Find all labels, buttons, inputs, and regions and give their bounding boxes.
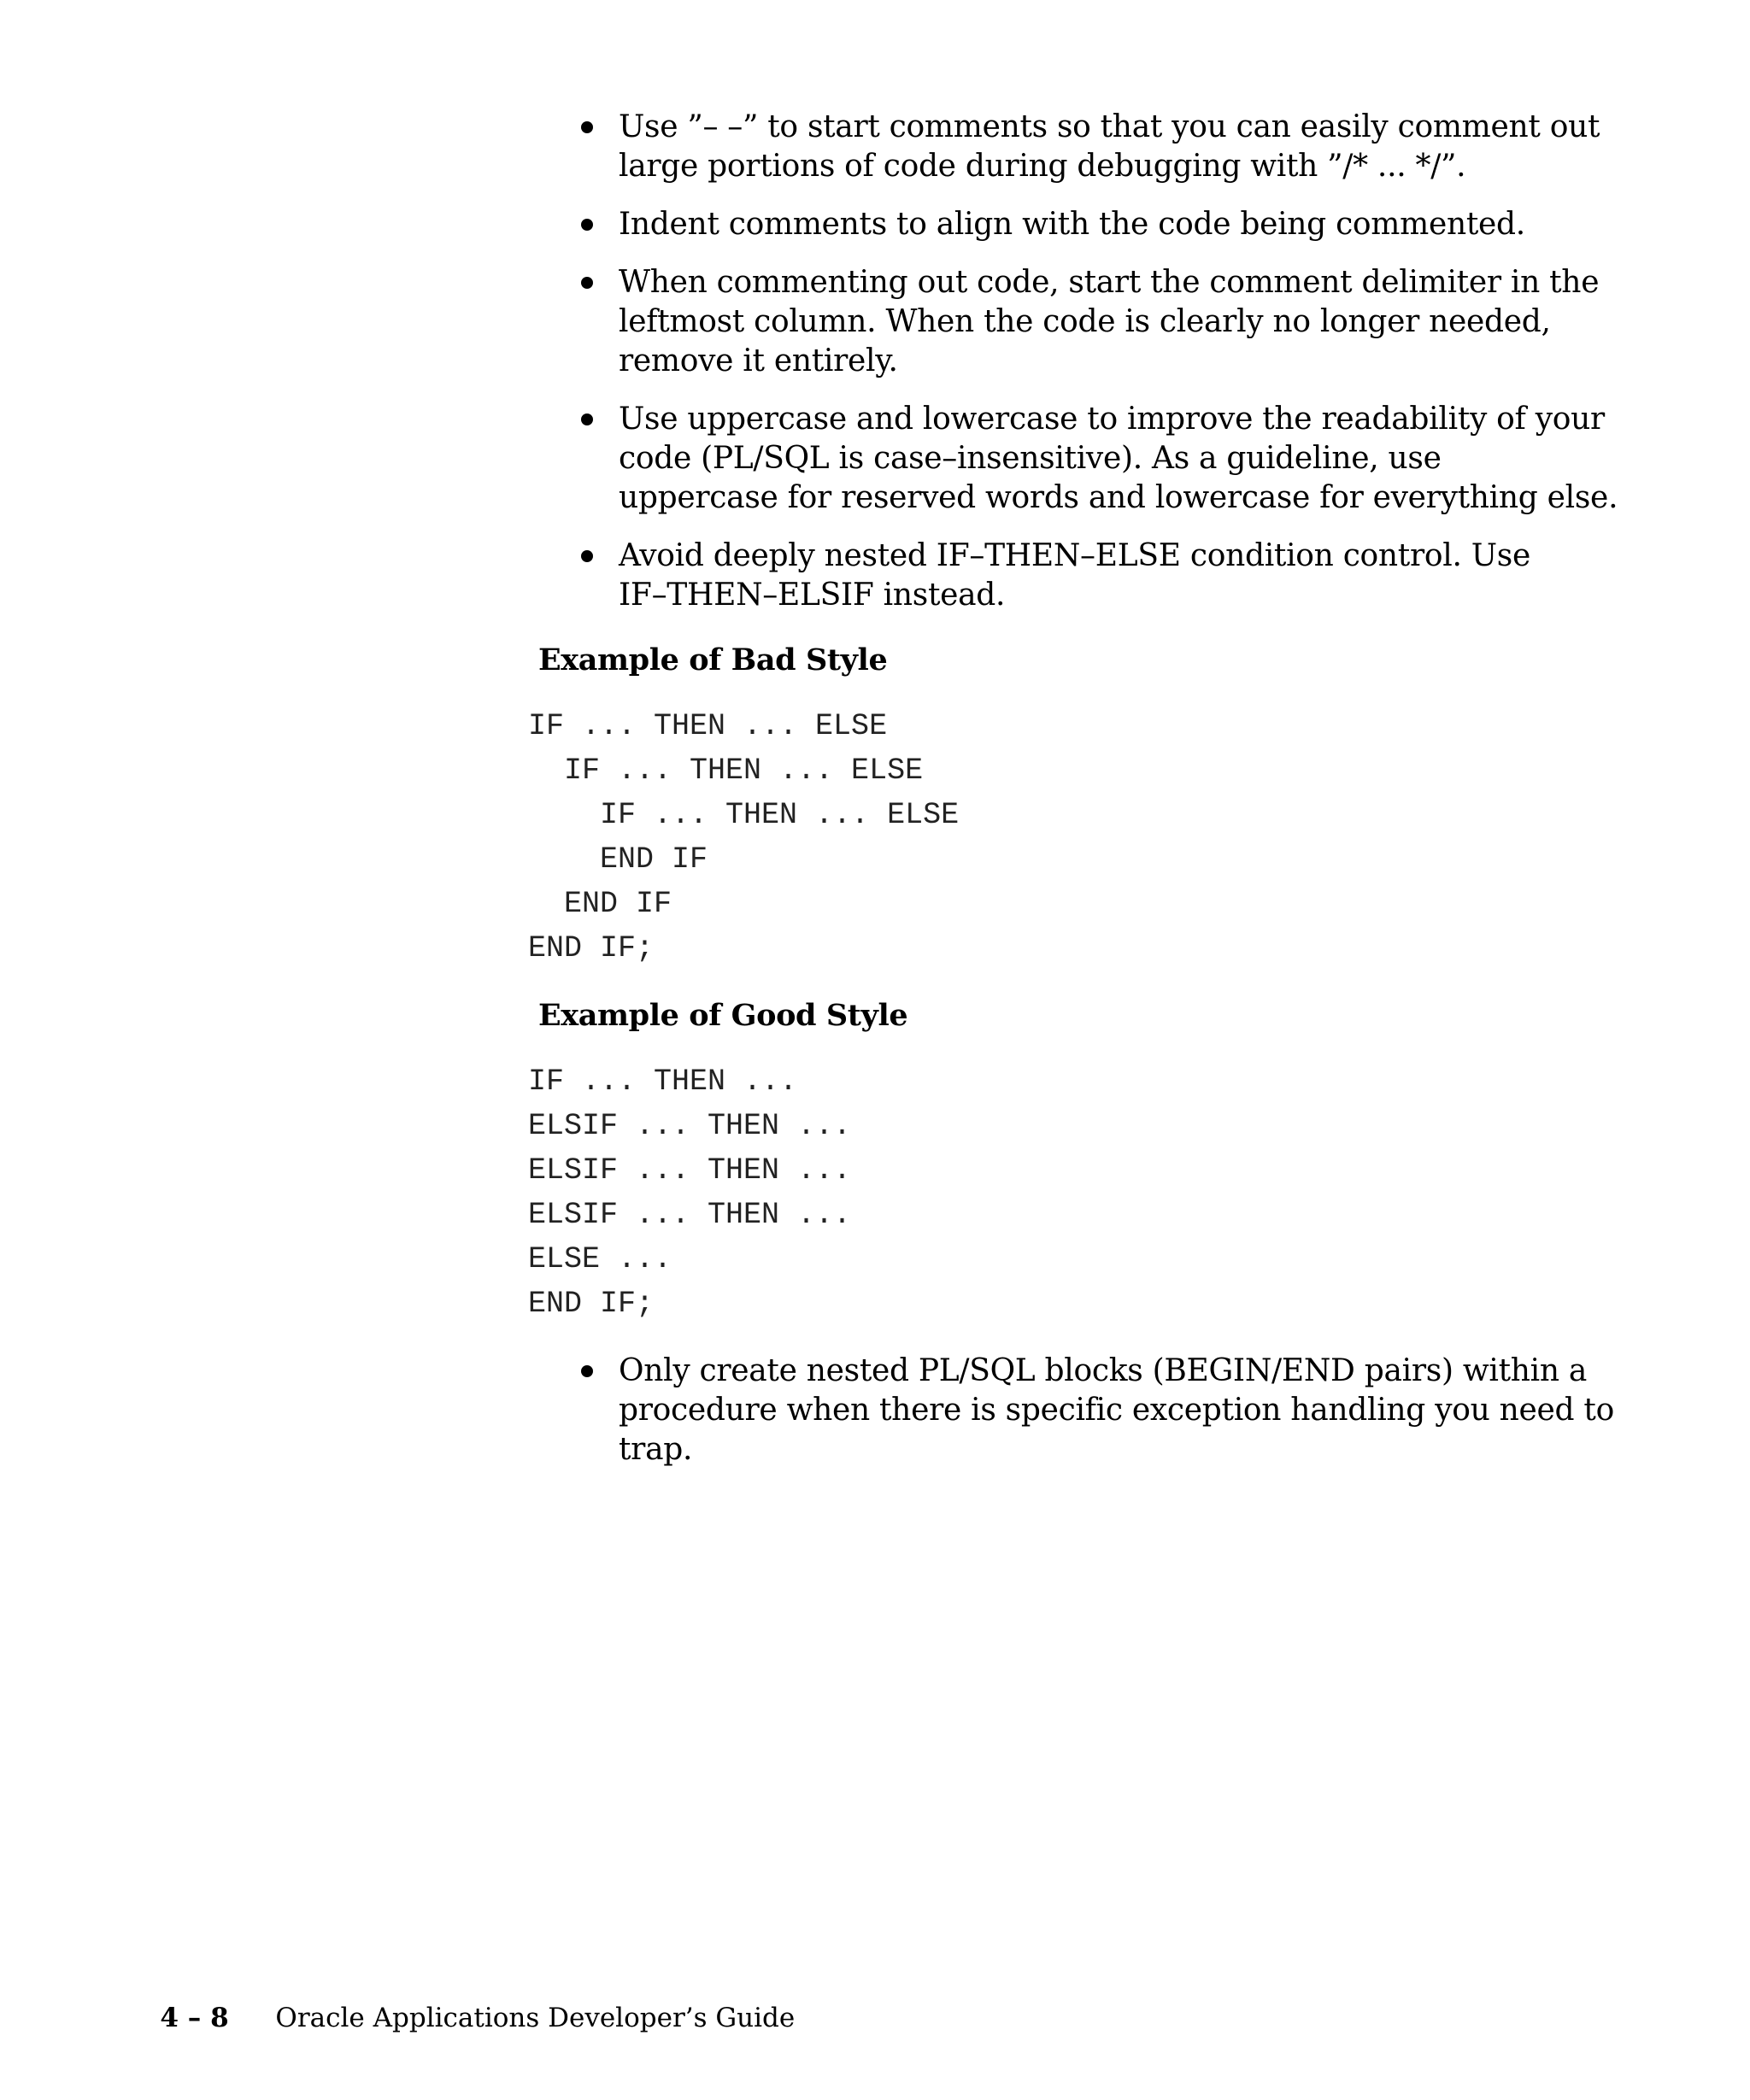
bad-style-heading: Example of Bad Style	[538, 642, 888, 678]
code-line: IF ... THEN ... ELSE	[528, 798, 960, 832]
bullet-icon	[581, 219, 593, 231]
guideline-item	[581, 205, 1639, 244]
guideline-item	[581, 537, 1639, 615]
guideline-line: Avoid deeply nested IF–THEN–ELSE condition control. Use	[619, 538, 1530, 573]
guideline-item	[581, 1352, 1639, 1469]
guideline-item	[581, 263, 1639, 381]
guideline-line: large portions of code during debugging with ”/* ... */”.	[619, 149, 1466, 184]
code-line: IF ... THEN ... ELSE	[528, 709, 888, 743]
code-line: END IF	[528, 842, 708, 877]
bullet-icon	[581, 277, 593, 289]
guideline-item	[581, 108, 1639, 186]
code-line: IF ... THEN ... ELSE	[528, 754, 924, 788]
guideline-line: remove it entirely.	[619, 343, 898, 378]
guideline-list-bottom	[581, 1352, 1639, 1469]
guideline-line: Use ”– –” to start comments so that you can easily comment out	[619, 109, 1600, 144]
guideline-line: IF–THEN–ELSIF instead.	[619, 578, 1006, 613]
bad-style-code-block	[528, 704, 1639, 971]
guideline-line: trap.	[619, 1432, 693, 1467]
code-line: ELSIF ... THEN ...	[528, 1109, 852, 1143]
code-line: END IF;	[528, 1287, 655, 1321]
guideline-line: Only create nested PL/SQL blocks (BEGIN/END pairs) within a	[619, 1353, 1588, 1388]
book-title: Oracle Applications Developer’s Guide	[275, 2003, 796, 2033]
code-line: END IF;	[528, 931, 655, 965]
page-number: 4 – 8	[160, 2003, 229, 2033]
bullet-icon	[581, 414, 593, 425]
guideline-line: uppercase for reserved words and lowercase for everything else.	[619, 480, 1618, 515]
page-footer	[126, 1967, 795, 2069]
code-line: ELSIF ... THEN ...	[528, 1198, 852, 1232]
guideline-line: Use uppercase and lowercase to improve the readability of your	[619, 402, 1605, 437]
code-line: END IF	[528, 887, 672, 921]
page-content	[528, 108, 1639, 1488]
guideline-line: procedure when there is specific exception handling you need to	[619, 1393, 1614, 1428]
bullet-icon	[581, 1365, 593, 1377]
code-line: ELSE ...	[528, 1242, 672, 1276]
good-style-heading: Example of Good Style	[538, 998, 908, 1033]
bullet-icon	[581, 550, 593, 562]
code-line: ELSIF ... THEN ...	[528, 1153, 852, 1188]
guideline-line: When commenting out code, start the comment delimiter in the	[619, 265, 1600, 300]
good-style-code-block	[528, 1059, 1639, 1326]
guideline-item	[581, 400, 1639, 518]
guideline-line: leftmost column. When the code is clearly no longer needed,	[619, 304, 1551, 339]
bullet-icon	[581, 121, 593, 133]
code-line: IF ... THEN ...	[528, 1065, 798, 1099]
guideline-list-top	[581, 108, 1639, 615]
guideline-line: Indent comments to align with the code being commented.	[619, 207, 1525, 242]
guideline-line: code (PL/SQL is case–insensitive). As a guideline, use	[619, 441, 1442, 476]
